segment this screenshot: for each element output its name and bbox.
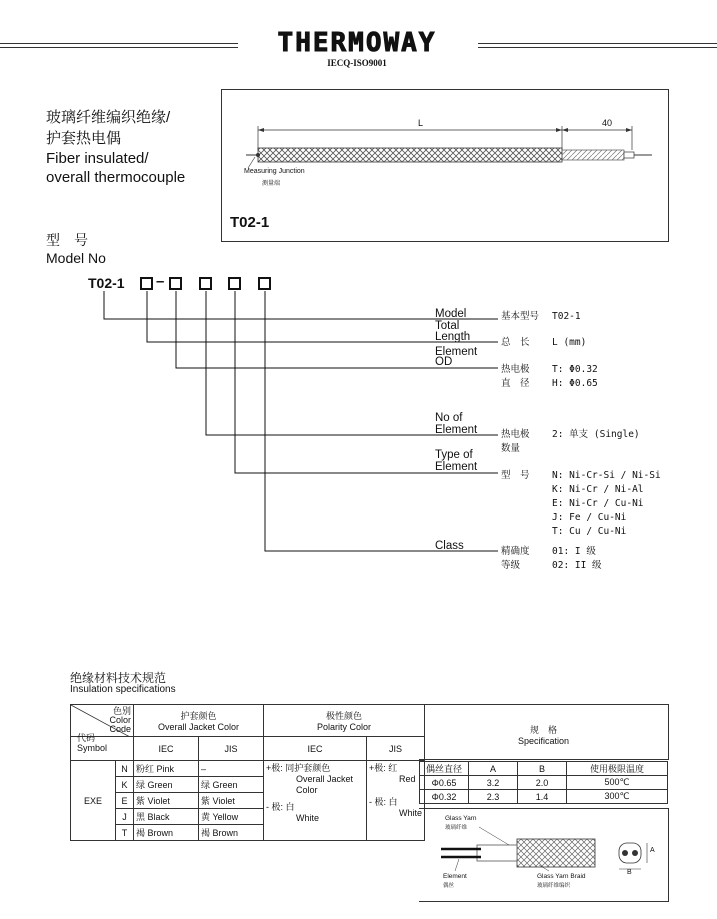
row-code: K <box>116 777 134 793</box>
desc-model-cn: 基本型号 <box>501 311 540 322</box>
spec-cell: Φ0.32 <box>420 790 469 804</box>
spec-cell: 2.3 <box>469 790 518 804</box>
header-jacket-jis: JIS <box>199 737 264 761</box>
pol-iec-pos-1: +极: 同护套颜色 <box>266 763 331 773</box>
field-total-length-label-2: Length <box>435 331 471 343</box>
spec-head-b: B <box>518 762 567 776</box>
field-type-element-label-1: Type of <box>435 449 473 461</box>
label-braid-en: Glass Yarn Braid <box>537 873 586 880</box>
label-braid-cn: 玻璃纤维编织 <box>537 883 571 889</box>
label-dim-a: A <box>650 847 655 854</box>
row-iec-color: 绿 Green <box>134 777 199 793</box>
pol-jis-pos-2: Red <box>399 774 416 784</box>
pol-iec-neg-2: White <box>296 813 320 823</box>
model-no-label-cn: 型 号 <box>46 232 88 248</box>
junction-label-en: Measuring Junction <box>244 168 305 175</box>
header-rule-right <box>478 43 717 48</box>
desc-type-val-t: T: Cu / Cu-Ni <box>552 526 627 537</box>
spec-head-diameter: 偶丝直径 <box>420 762 469 776</box>
desc-length-val: L (mm) <box>552 337 587 348</box>
pol-jis-neg-2: White <box>399 808 423 818</box>
model-no-label-en: Model No <box>46 250 106 266</box>
insulation-title-cn: 绝缘材料技术规范 <box>70 671 167 685</box>
spec-header <box>419 704 669 760</box>
junction-label-cn: 测量端 <box>262 181 281 187</box>
desc-type-val-n: N: Ni-Cr-Si / Ni-Si <box>552 470 661 481</box>
symbol-cn: 代码 <box>77 733 96 743</box>
pol-iec-neg-1: - 极: 白 <box>266 802 295 812</box>
code-box-number <box>199 277 212 290</box>
desc-class-val-2: 02: II 级 <box>552 560 602 571</box>
figure-model-code: T02-1 <box>230 214 270 231</box>
symbol-value: EXE <box>71 761 116 841</box>
header-rule-left <box>0 43 238 48</box>
desc-number-cn-2: 数量 <box>501 443 521 454</box>
header-polarity <box>264 705 425 737</box>
header-symbol <box>71 733 134 761</box>
desc-class-cn-2: 等级 <box>501 560 521 571</box>
polarity-jis-cell <box>367 761 425 841</box>
desc-type-val-k: K: Ni-Cr / Ni-Al <box>552 484 644 495</box>
row-jis-color: 紫 Violet <box>199 793 264 809</box>
cable-diagram <box>419 808 669 902</box>
spec-table <box>419 761 668 804</box>
row-iec-color: 黑 Black <box>134 809 199 825</box>
field-type-element-label-2: Element <box>435 461 478 473</box>
row-code: E <box>116 793 134 809</box>
color-code-en2: Code <box>109 724 131 734</box>
code-box-class <box>258 277 271 290</box>
polarity-cn: 极性颜色 <box>326 711 363 721</box>
spec-head-temp: 使用极限温度 <box>567 762 668 776</box>
dim-L-label: L <box>418 118 424 128</box>
header-code-symbol <box>71 705 134 737</box>
polarity-en: Polarity Color <box>316 722 372 732</box>
spec-cell: 3.2 <box>469 776 518 790</box>
row-jis-color: 绿 Green <box>199 777 264 793</box>
code-box-od <box>169 277 182 290</box>
desc-type-cn: 型 号 <box>501 470 530 481</box>
field-no-element-label-2: Element <box>435 424 478 436</box>
spec-title-en: Specification <box>517 736 570 746</box>
header-jacket <box>134 705 264 737</box>
title-en-line2: overall thermocouple <box>46 169 186 186</box>
color-code-en1: Color <box>109 715 131 725</box>
model-code: T02-1 <box>88 275 125 291</box>
brand-logo: THERMOWAY <box>277 28 437 58</box>
desc-od-val-2: H: Φ0.65 <box>552 378 598 389</box>
pol-iec-pos-3: Color <box>296 785 318 795</box>
pol-jis-pos-1: +极: 红 <box>369 763 398 773</box>
label-element-cn: 偶丝 <box>443 883 455 889</box>
label-glass-yarn-cn: 玻璃纤维 <box>445 825 468 831</box>
product-figure <box>221 89 669 242</box>
field-no-element-label-1: No of <box>435 412 463 424</box>
desc-od-cn-2: 直 径 <box>501 378 530 389</box>
row-code: J <box>116 809 134 825</box>
desc-type-val-e: E: Ni-Cr / Cu-Ni <box>552 498 644 509</box>
desc-length-cn: 总 长 <box>501 337 530 348</box>
thermocouple-drawing <box>222 90 668 241</box>
spec-title-cn: 规 格 <box>529 725 557 735</box>
code-dash: – <box>156 273 165 290</box>
spec-cell: Φ0.65 <box>420 776 469 790</box>
row-jis-color: – <box>199 761 264 777</box>
symbol-en: Symbol <box>77 743 108 753</box>
row-code: T <box>116 825 134 841</box>
desc-type-val-j: J: Fe / Cu-Ni <box>552 512 627 523</box>
pol-jis-neg-1: - 极: 白 <box>369 797 398 807</box>
row-iec-color: 紫 Violet <box>134 793 199 809</box>
title-cn-line2: 护套热电偶 <box>46 130 122 147</box>
dim-40-label: 40 <box>602 118 613 128</box>
spec-cell: 300℃ <box>567 790 668 804</box>
jacket-en: Overall Jacket Color <box>157 722 240 732</box>
label-element-en: Element <box>443 873 467 880</box>
desc-class-val-1: 01: I 级 <box>552 546 596 557</box>
header-polarity-iec: IEC <box>264 737 367 761</box>
row-iec-color: 褐 Brown <box>134 825 199 841</box>
title-cn-line1: 玻璃纤维编织绝缘/ <box>46 109 171 126</box>
code-box-type <box>228 277 241 290</box>
color-code-table <box>70 704 425 841</box>
title-en-line1: Fiber insulated/ <box>46 150 149 167</box>
code-box-length <box>140 277 153 290</box>
desc-model-val: T02-1 <box>552 311 581 322</box>
insulation-title-en: Insulation specifications <box>70 684 176 695</box>
label-dim-b: B <box>627 869 632 876</box>
field-model-label: Model <box>435 308 467 320</box>
header-jacket-iec: IEC <box>134 737 199 761</box>
desc-number-val: 2: 单支 (Single) <box>552 429 640 440</box>
label-glass-yarn-en: Glass Yarn <box>445 815 477 822</box>
field-total-length-label-1: Total <box>435 320 460 332</box>
color-code-cn: 色别 <box>112 706 131 716</box>
pol-iec-pos-2: Overall Jacket <box>296 774 354 784</box>
jacket-cn: 护套颜色 <box>180 711 217 721</box>
spec-cell: 500℃ <box>567 776 668 790</box>
spec-cell: 2.0 <box>518 776 567 790</box>
row-jis-color: 褐 Brown <box>199 825 264 841</box>
spec-head-a: A <box>469 762 518 776</box>
desc-od-val-1: T: Φ0.32 <box>552 364 598 375</box>
header-polarity-jis: JIS <box>367 737 425 761</box>
desc-class-cn-1: 精确度 <box>501 546 530 557</box>
field-class-label: Class <box>435 540 464 552</box>
certification: IECQ-ISO9001 <box>327 58 387 68</box>
field-element-od-label-2: OD <box>435 356 453 368</box>
desc-number-cn-1: 热电极 <box>501 429 530 440</box>
desc-od-cn-1: 热电极 <box>501 364 530 375</box>
row-jis-color: 黄 Yellow <box>199 809 264 825</box>
field-element-od-label-1: Element <box>435 346 478 358</box>
row-iec-color: 粉红 Pink <box>134 761 199 777</box>
polarity-iec-cell <box>264 761 367 841</box>
spec-cell: 1.4 <box>518 790 567 804</box>
row-code: N <box>116 761 134 777</box>
